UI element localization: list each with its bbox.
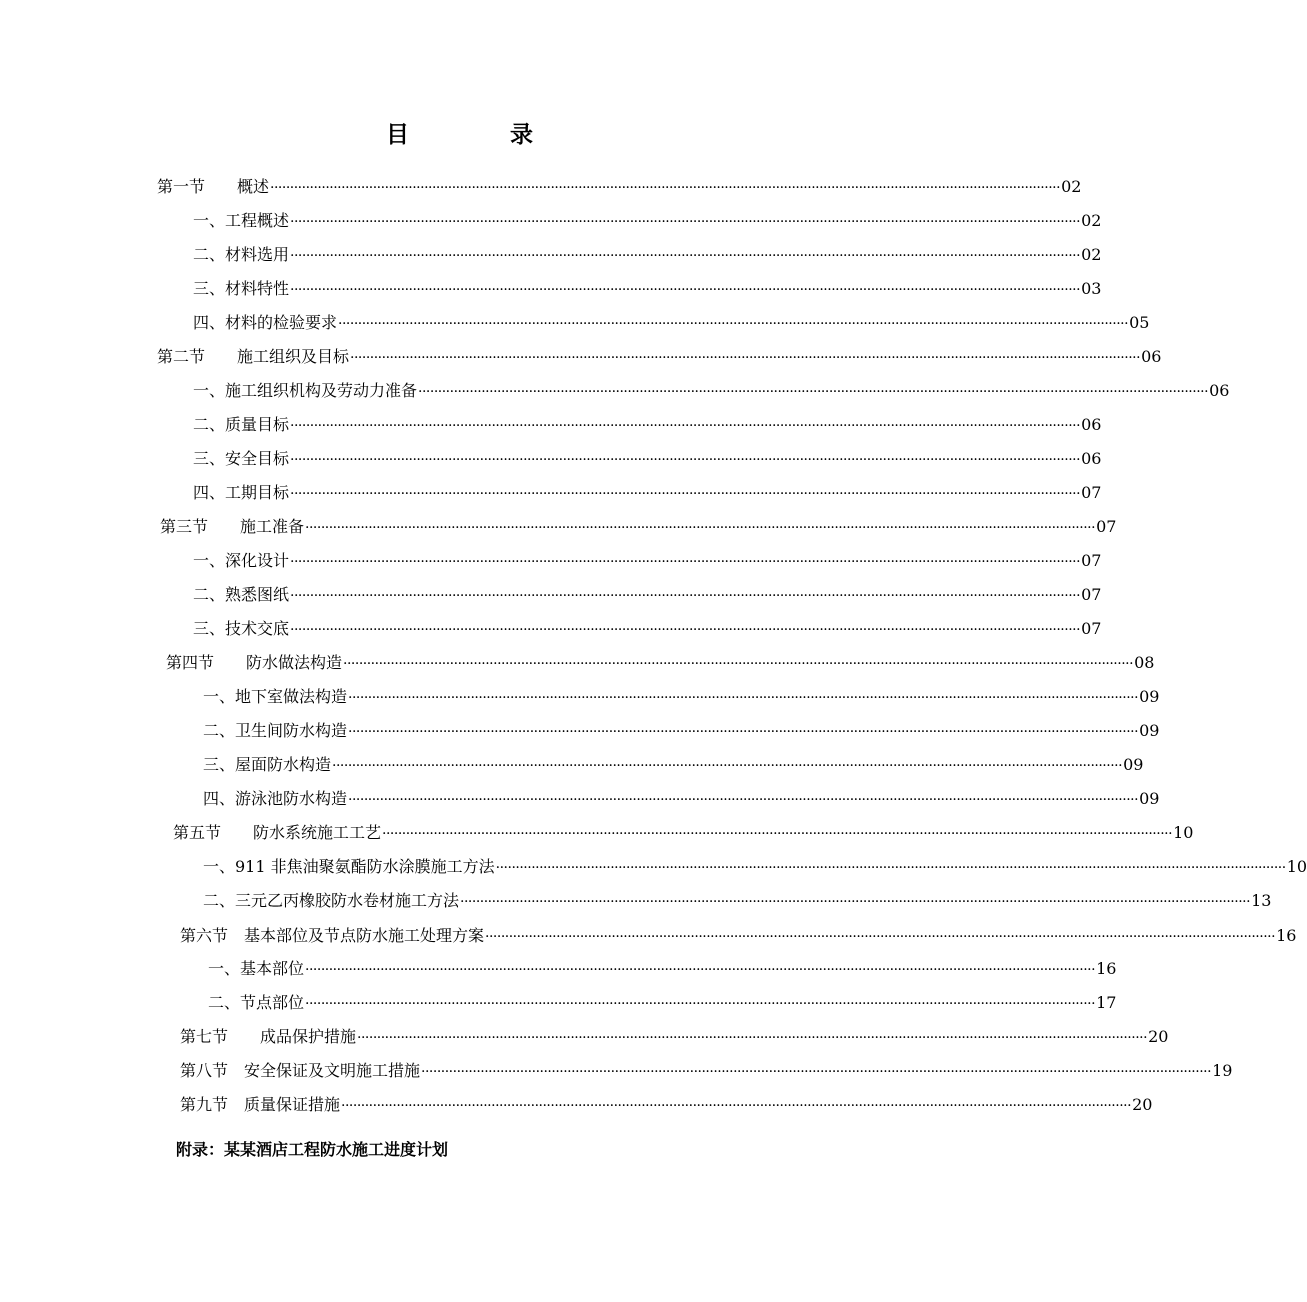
toc-entry-label: 二、卫生间防水构造: [203, 721, 348, 740]
toc-leader-dots: ········································································································································································································: [338, 316, 1129, 332]
toc-entry-label: 四、游泳池防水构造: [203, 789, 348, 808]
toc-entry-page: 02: [1081, 211, 1102, 230]
toc-entry[interactable]: [180, 924, 1297, 948]
toc-entry-page: 13: [1251, 891, 1272, 910]
toc-entry[interactable]: [157, 175, 1082, 199]
toc-entry[interactable]: [160, 515, 1117, 539]
toc-entry-label: 三、材料特性: [193, 279, 290, 298]
toc-entry-page: 02: [1061, 177, 1082, 196]
toc-entry[interactable]: [193, 447, 1102, 471]
toc-entry[interactable]: [193, 277, 1102, 301]
toc-entry-page: 02: [1081, 245, 1102, 264]
title-char-right: 录: [510, 121, 533, 148]
toc-entry-label: 第二节 施工组织及目标: [157, 347, 350, 366]
toc-entry[interactable]: [193, 583, 1102, 607]
toc-leader-dots: ········································································································································································································: [290, 214, 1081, 230]
toc-leader-dots: ········································································································································································································: [421, 1064, 1212, 1080]
toc-leader-dots: ········································································································································································································: [495, 860, 1286, 876]
toc-entry-page: 09: [1123, 755, 1144, 774]
toc-entry-label: 第五节 防水系统施工工艺: [173, 823, 382, 842]
toc-entry[interactable]: [203, 685, 1160, 709]
toc-entry-label: 第三节 施工准备: [160, 517, 305, 536]
toc-entry-page: 08: [1134, 653, 1155, 672]
toc-entry[interactable]: [193, 311, 1150, 335]
toc-entry[interactable]: [180, 1025, 1169, 1049]
toc-entry-page: 03: [1081, 279, 1102, 298]
toc-entry-page: 16: [1276, 926, 1297, 945]
toc-entry-page: 07: [1081, 551, 1102, 570]
toc-entry-page: 09: [1139, 687, 1160, 706]
toc-entry[interactable]: [193, 209, 1102, 233]
toc-entry-label: 第一节 概述: [157, 177, 270, 196]
toc-leader-dots: ········································································································································································································: [305, 520, 1096, 536]
toc-leader-dots: ········································································································································································································: [290, 418, 1081, 434]
toc-entry[interactable]: [208, 991, 1117, 1015]
toc-leader-dots: ········································································································································································································: [332, 758, 1123, 774]
toc-entry-label: 三、安全目标: [193, 449, 290, 468]
toc-entry[interactable]: [173, 821, 1194, 845]
toc-entry[interactable]: [180, 1059, 1233, 1083]
toc-entry-label: 第七节 成品保护措施: [180, 1027, 357, 1046]
toc-entry-page: 09: [1139, 789, 1160, 808]
toc-entry-page: 06: [1209, 381, 1230, 400]
toc-entry[interactable]: [193, 481, 1102, 505]
toc-entry[interactable]: [193, 413, 1102, 437]
toc-leader-dots: ········································································································································································································: [418, 384, 1209, 400]
toc-entry-page: 10: [1286, 857, 1307, 876]
toc-entry-label: 一、基本部位: [208, 959, 305, 978]
toc-entry-label: 一、911 非焦油聚氨酯防水涂膜施工方法: [203, 857, 495, 876]
toc-entry-page: 05: [1129, 313, 1150, 332]
toc-entry[interactable]: [193, 243, 1102, 267]
toc-leader-dots: ········································································································································································································: [343, 656, 1134, 672]
toc-entry-page: 10: [1173, 823, 1194, 842]
toc-entry-label: 二、熟悉图纸: [193, 585, 290, 604]
toc-entry[interactable]: [193, 617, 1102, 641]
toc-entry-label: 一、地下室做法构造: [203, 687, 348, 706]
toc-entry[interactable]: [208, 957, 1117, 981]
toc-entry[interactable]: [203, 889, 1272, 913]
toc-entry-page: 09: [1139, 721, 1160, 740]
toc-entry-label: 二、质量目标: [193, 415, 290, 434]
appendix-link[interactable]: 附录：某某酒店工程防水施工进度计划: [176, 1140, 449, 1159]
toc-entry-label: 四、工期目标: [193, 483, 290, 502]
toc-entry[interactable]: [203, 753, 1144, 777]
toc-entry-page: 06: [1141, 347, 1162, 366]
toc-entry-label: 三、技术交底: [193, 619, 290, 638]
toc-entry[interactable]: [166, 651, 1155, 675]
toc-leader-dots: ········································································································································································································: [290, 486, 1081, 502]
toc-entry-label: 一、工程概述: [193, 211, 290, 230]
toc-entry-label: 第六节 基本部位及节点防水施工处理方案: [180, 926, 485, 945]
toc-leader-dots: ········································································································································································································: [290, 452, 1081, 468]
toc-entry[interactable]: [157, 345, 1162, 369]
toc-entry-label: 第八节 安全保证及文明施工措施: [180, 1061, 421, 1080]
toc-entry[interactable]: [203, 719, 1160, 743]
toc-leader-dots: ········································································································································································································: [290, 622, 1081, 638]
toc-leader-dots: ········································································································································································································: [348, 792, 1139, 808]
toc-entry-page: 07: [1096, 517, 1117, 536]
toc-entry[interactable]: [193, 549, 1102, 573]
toc-entry-label: 一、施工组织机构及劳动力准备: [193, 381, 418, 400]
toc-entry-page: 19: [1212, 1061, 1233, 1080]
toc-leader-dots: ········································································································································································································: [305, 996, 1096, 1012]
toc-leader-dots: ········································································································································································································: [460, 894, 1251, 910]
document-title: [0, 116, 920, 152]
toc-leader-dots: ········································································································································································································: [290, 588, 1081, 604]
toc-entry-label: 四、材料的检验要求: [193, 313, 338, 332]
toc-entry-label: 第四节 防水做法构造: [166, 653, 343, 672]
toc-entry-label: 一、深化设计: [193, 551, 290, 570]
toc-entry[interactable]: [193, 379, 1230, 403]
toc-leader-dots: ········································································································································································································: [341, 1098, 1132, 1114]
toc-entry-page: 06: [1081, 415, 1102, 434]
toc-leader-dots: ········································································································································································································: [350, 350, 1141, 366]
toc-entry[interactable]: [203, 787, 1160, 811]
toc-entry-page: 07: [1081, 619, 1102, 638]
toc-entry[interactable]: [203, 855, 1307, 879]
toc-leader-dots: ········································································································································································································: [290, 248, 1081, 264]
toc-entry-page: 06: [1081, 449, 1102, 468]
toc-leader-dots: ········································································································································································································: [357, 1030, 1148, 1046]
toc-entry-page: 07: [1081, 483, 1102, 502]
toc-entry-label: 二、材料选用: [193, 245, 290, 264]
toc-leader-dots: ········································································································································································································: [305, 962, 1096, 978]
toc-leader-dots: ········································································································································································································: [348, 724, 1139, 740]
toc-leader-dots: ········································································································································································································: [290, 554, 1081, 570]
toc-leader-dots: ········································································································································································································: [485, 929, 1276, 945]
toc-entry-label: 二、三元乙丙橡胶防水卷材施工方法: [203, 891, 460, 910]
toc-entry-page: 20: [1132, 1095, 1153, 1114]
toc-entry-label: 三、屋面防水构造: [203, 755, 332, 774]
toc-entry[interactable]: [180, 1093, 1153, 1117]
title-char-left: 目: [386, 121, 409, 148]
toc-entry-label: 第九节 质量保证措施: [180, 1095, 341, 1114]
toc-leader-dots: ········································································································································································································: [348, 690, 1139, 706]
toc-leader-dots: ········································································································································································································: [290, 282, 1081, 298]
toc-entry-page: 16: [1096, 959, 1117, 978]
toc-entry-page: 17: [1096, 993, 1117, 1012]
toc-entry-page: 20: [1148, 1027, 1169, 1046]
toc-leader-dots: ········································································································································································································: [270, 180, 1061, 196]
toc-entry-label: 二、节点部位: [208, 993, 305, 1012]
toc-entry-page: 07: [1081, 585, 1102, 604]
toc-leader-dots: ········································································································································································································: [382, 826, 1173, 842]
